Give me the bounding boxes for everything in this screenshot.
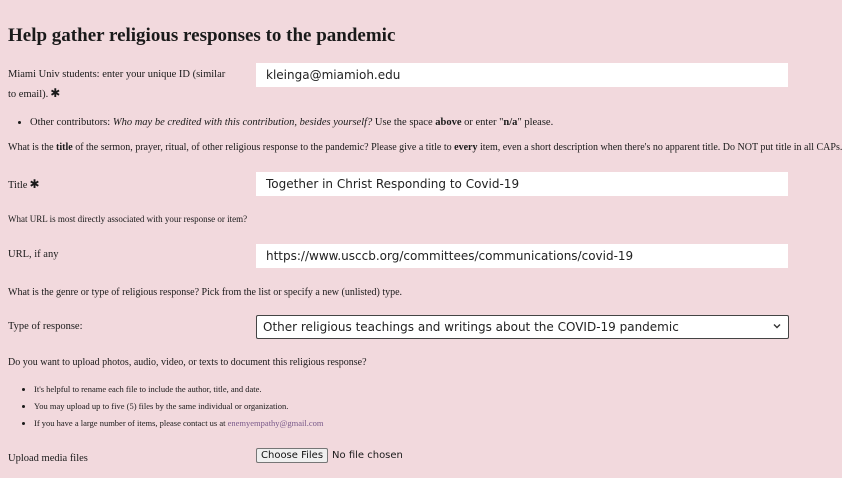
upload-tip-item: • You may upload up to five (5) files by the same individual or organization. — [34, 398, 324, 415]
url-label: URL, if any — [8, 249, 59, 260]
required-icon: ✱ — [50, 86, 61, 100]
upload-label: Upload media files — [8, 453, 88, 464]
url-question: What URL is most directly associated with your response or item? — [8, 214, 248, 224]
url-input[interactable] — [256, 244, 788, 268]
url-value: https://www.usccb.org/committees/communications/covid-19 — [266, 249, 634, 263]
chevron-down-icon — [772, 321, 782, 334]
required-icon: ✱ — [29, 177, 40, 191]
file-status-text: No file chosen — [332, 450, 403, 461]
type-selected-value: Other religious teachings and writings about the COVID-19 pandemic — [263, 320, 679, 334]
other-contributors-list — [16, 114, 553, 132]
upload-tip-item: • If you have a large number of items, please contact us at enemyempathy@gmail.com — [34, 415, 324, 432]
type-label: Type of response: — [8, 321, 83, 332]
contact-email-link[interactable]: enemyempathy@gmail.com — [227, 418, 324, 428]
upload-question: Do you want to upload photos, audio, video, or texts to document this religious response? — [8, 357, 367, 368]
other-contributors-note: • Other contributors: Who may be credited with this contribution, besides yourself? Use the space above or enter "n/a" please. — [30, 114, 553, 132]
title-label: Title ✱ — [8, 177, 40, 191]
title-question: What is the title of the sermon, prayer, ritual, of other religious response to the pandemic? Please give a title to every item, even a short description when there's no apparent title. Do NOT put title in all CAPs. — [8, 142, 842, 153]
unique-id-value: kleinga@miamioh.edu — [266, 68, 401, 82]
unique-id-input[interactable] — [256, 63, 788, 87]
unique-id-label-text: Miami Univ students: enter your unique ID (similar to email). — [8, 69, 226, 100]
unique-id-label — [8, 66, 228, 104]
title-input[interactable] — [256, 172, 788, 196]
type-select[interactable] — [256, 315, 789, 339]
upload-tip-item: • It's helpful to rename each file to include the author, title, and date. — [34, 381, 324, 398]
upload-tips-list — [20, 381, 324, 432]
title-value: Together in Christ Responding to Covid-19 — [266, 177, 520, 191]
file-upload-control — [256, 448, 403, 463]
page-title: Help gather religious responses to the pandemic — [8, 25, 396, 46]
choose-files-button[interactable]: Choose Files — [256, 448, 328, 463]
genre-question: What is the genre or type of religious response? Pick from the list or specify a new (unlisted) type. — [8, 287, 403, 298]
